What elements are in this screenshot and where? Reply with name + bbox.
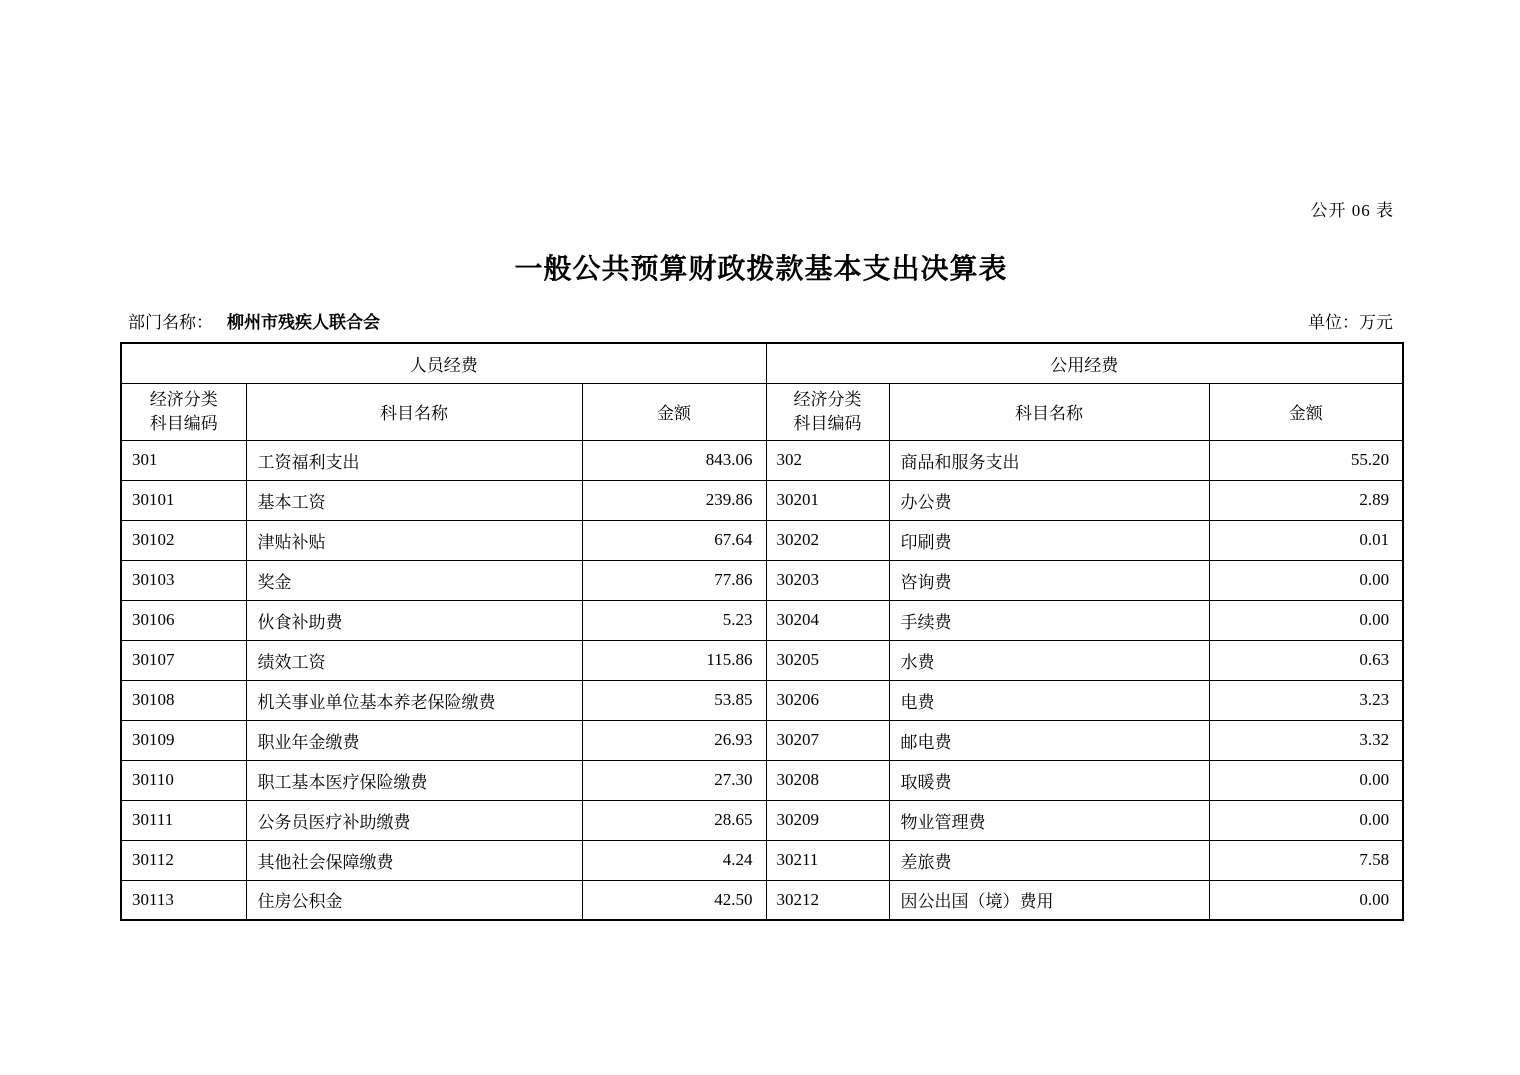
col-header-amount-right: 金额 xyxy=(1209,383,1403,440)
cell-code: 30202 xyxy=(766,520,889,560)
col-header-name-left: 科目名称 xyxy=(246,383,582,440)
page-title: 一般公共预算财政拨款基本支出决算表 xyxy=(514,253,1008,284)
col-header-code-left xyxy=(121,383,246,440)
table-row xyxy=(121,720,1403,760)
cell-code: 30208 xyxy=(766,760,889,800)
cell-name: 取暖费 xyxy=(889,760,1209,800)
col-header-code-right-line2: 科目编码 xyxy=(793,413,862,433)
cell-amount: 0.00 xyxy=(1209,560,1403,600)
cell-name: 物业管理费 xyxy=(889,800,1209,840)
cell-name: 手续费 xyxy=(889,600,1209,640)
cell-code: 30205 xyxy=(766,640,889,680)
cell-amount: 3.32 xyxy=(1209,720,1403,760)
cell-code: 30203 xyxy=(766,560,889,600)
cell-amount: 4.24 xyxy=(582,840,766,880)
cell-name: 电费 xyxy=(889,680,1209,720)
dept-name: 柳州市残疾人联合会 xyxy=(227,313,380,332)
document-sheet xyxy=(120,0,1402,921)
table-row xyxy=(121,480,1403,520)
cell-name: 机关事业单位基本养老保险缴费 xyxy=(246,680,582,720)
cell-code: 30109 xyxy=(121,720,246,760)
cell-code: 30206 xyxy=(766,680,889,720)
cell-name: 印刷费 xyxy=(889,520,1209,560)
table-row xyxy=(121,760,1403,800)
table-row xyxy=(121,600,1403,640)
cell-name: 水费 xyxy=(889,640,1209,680)
cell-amount: 0.00 xyxy=(1209,880,1403,920)
cell-amount: 67.64 xyxy=(582,520,766,560)
cell-code: 30110 xyxy=(121,760,246,800)
cell-amount: 5.23 xyxy=(582,600,766,640)
table-row xyxy=(121,680,1403,720)
cell-amount: 239.86 xyxy=(582,480,766,520)
cell-name: 差旅费 xyxy=(889,840,1209,880)
dept-label: 部门名称： xyxy=(128,313,213,332)
cell-name: 职工基本医疗保险缴费 xyxy=(246,760,582,800)
group-header-public: 公用经费 xyxy=(766,343,1403,383)
col-header-name-right: 科目名称 xyxy=(889,383,1209,440)
cell-code: 30106 xyxy=(121,600,246,640)
table-row xyxy=(121,840,1403,880)
cell-code: 30107 xyxy=(121,640,246,680)
cell-amount: 0.00 xyxy=(1209,600,1403,640)
cell-code: 30204 xyxy=(766,600,889,640)
cell-name: 商品和服务支出 xyxy=(889,440,1209,480)
col-header-code-right xyxy=(766,383,889,440)
table-code-label: 公开 06 表 xyxy=(1310,201,1394,220)
table-row xyxy=(121,640,1403,680)
cell-amount: 55.20 xyxy=(1209,440,1403,480)
col-header-code-right-line1: 经济分类 xyxy=(793,389,862,409)
cell-amount: 42.50 xyxy=(582,880,766,920)
cell-amount: 53.85 xyxy=(582,680,766,720)
col-header-amount-left: 金额 xyxy=(582,383,766,440)
cell-name: 绩效工资 xyxy=(246,640,582,680)
cell-amount: 2.89 xyxy=(1209,480,1403,520)
cell-name: 工资福利支出 xyxy=(246,440,582,480)
cell-amount: 0.01 xyxy=(1209,520,1403,560)
table-row xyxy=(121,880,1403,920)
cell-amount: 0.00 xyxy=(1209,800,1403,840)
cell-code: 30101 xyxy=(121,480,246,520)
cell-name: 基本工资 xyxy=(246,480,582,520)
cell-name: 公务员医疗补助缴费 xyxy=(246,800,582,840)
cell-code: 30112 xyxy=(121,840,246,880)
cell-code: 30111 xyxy=(121,800,246,840)
cell-amount: 26.93 xyxy=(582,720,766,760)
table-row xyxy=(121,440,1403,480)
col-header-code-left-line2: 科目编码 xyxy=(149,413,218,433)
cell-code: 30211 xyxy=(766,840,889,880)
cell-amount: 0.00 xyxy=(1209,760,1403,800)
cell-code: 302 xyxy=(766,440,889,480)
cell-amount: 843.06 xyxy=(582,440,766,480)
cell-name: 因公出国（境）费用 xyxy=(889,880,1209,920)
group-header-personnel: 人员经费 xyxy=(121,343,766,383)
meta-row xyxy=(120,308,1402,333)
cell-amount: 115.86 xyxy=(582,640,766,680)
cell-name: 奖金 xyxy=(246,560,582,600)
dept-line xyxy=(128,308,380,333)
cell-name: 津贴补贴 xyxy=(246,520,582,560)
table-row xyxy=(121,800,1403,840)
unit-label: 单位：万元 xyxy=(1308,313,1393,332)
budget-table xyxy=(120,342,1404,921)
cell-amount: 28.65 xyxy=(582,800,766,840)
cell-code: 30108 xyxy=(121,680,246,720)
cell-code: 30113 xyxy=(121,880,246,920)
cell-code: 30209 xyxy=(766,800,889,840)
cell-amount: 77.86 xyxy=(582,560,766,600)
cell-name: 咨询费 xyxy=(889,560,1209,600)
cell-name: 职业年金缴费 xyxy=(246,720,582,760)
cell-name: 住房公积金 xyxy=(246,880,582,920)
cell-code: 30207 xyxy=(766,720,889,760)
column-header-row xyxy=(121,383,1403,440)
cell-code: 30103 xyxy=(121,560,246,600)
cell-code: 301 xyxy=(121,440,246,480)
cell-code: 30212 xyxy=(766,880,889,920)
cell-name: 邮电费 xyxy=(889,720,1209,760)
table-row xyxy=(121,520,1403,560)
cell-code: 30102 xyxy=(121,520,246,560)
cell-name: 其他社会保障缴费 xyxy=(246,840,582,880)
cell-name: 伙食补助费 xyxy=(246,600,582,640)
cell-code: 30201 xyxy=(766,480,889,520)
cell-name: 办公费 xyxy=(889,480,1209,520)
table-row xyxy=(121,560,1403,600)
cell-amount: 0.63 xyxy=(1209,640,1403,680)
cell-amount: 3.23 xyxy=(1209,680,1403,720)
cell-amount: 7.58 xyxy=(1209,840,1403,880)
cell-amount: 27.30 xyxy=(582,760,766,800)
group-header-row xyxy=(121,343,1403,383)
col-header-code-left-line1: 经济分类 xyxy=(149,389,218,409)
